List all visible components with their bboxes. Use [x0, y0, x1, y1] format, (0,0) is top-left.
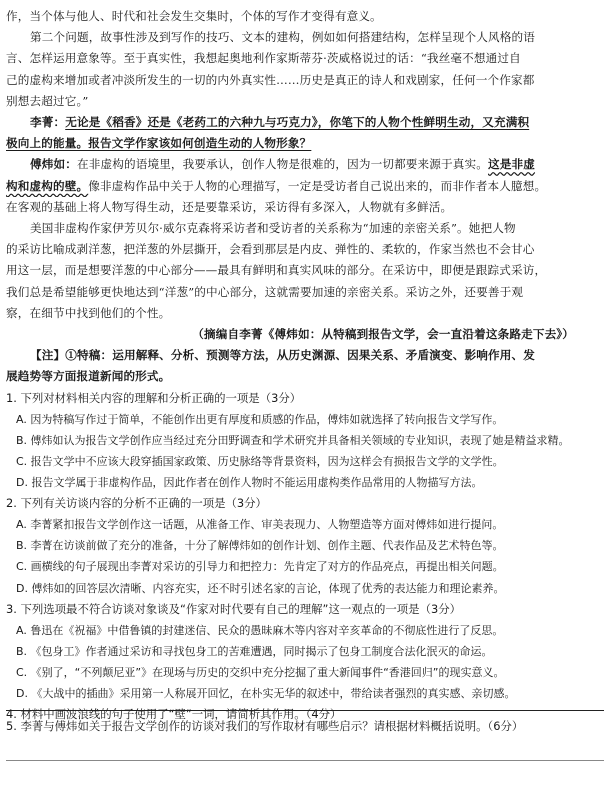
option-a: A. 鲁迅在《祝福》中借鲁镇的封建迷信、民众的愚昧麻木等内容对辛亥革命的不彻底性进行了反思。: [16, 623, 504, 637]
answer-line: [6, 176, 604, 197]
question-stem: 3. 下列选项最不符合访谈对象谈及“作家对时代要有自己的理解”这一观点的一项是（3分）: [6, 601, 461, 616]
option-b: B. 李菁在访谈前做了充分的准备，十分了解傅炜如的创作计划、创作主题、代表作品及艺术特色等。: [16, 539, 504, 553]
option-c: C. 画横线的句子展现出李菁对采访的引导力和把控力：先肯定了对方的作品亮点，再提出相关问题。: [16, 560, 504, 574]
question-5: [6, 716, 604, 737]
source-citation: （摘编自李菁《傅炜如：从特稿到报告文学，会一直沿着这条路走下去》）: [192, 327, 574, 342]
interviewer-question: [6, 112, 604, 133]
option-a: A. 李菁紧扣报告文学创作这一话题，从准备工作、审美表现力、人物塑造等方面对傅炜如进行提问。: [16, 518, 504, 532]
passage-line: 第二个问题，故事性涉及到写作的技巧、文本的建构，例如如何搭建结构，怎样呈现个人风格的语: [30, 30, 535, 45]
answer-line: [6, 154, 604, 175]
option-a: A. 因为特稿写作过于简单，不能创作出更有厚度和质感的作品，傅炜如就选择了转向报告文学写作。: [16, 412, 504, 426]
answer-line: 美国非虚构作家伊芳贝尔·威尔克森将采访者和受访者的关系称为“加速的亲密关系”。她把人物: [30, 221, 516, 236]
option-b: B. 傅炜如认为报告文学创作应当经过充分田野调查和学术研究并具备相关领域的专业知识，表现了她是精益求精。: [16, 433, 570, 447]
option-b: B. 《包身工》作者通过采访和寻找包身工的苦难遭遇，同时揭示了包身工制度合法化泯灭的命运。: [16, 644, 493, 658]
interviewer-question-cont: [6, 133, 604, 154]
option-c: C. 报告文学中不应该大段穿插国家政策、历史脉络等背景资料，因为这样会有损报告文学的文学性。: [16, 454, 504, 468]
question-1: [6, 388, 604, 493]
underlined-question: 无论是《稻香》还是《老药工的六种九与巧克力》，你笔下的人物个性鲜明生动，又充满积: [65, 115, 530, 130]
answer-line: 的采访比喻成剥洋葱，把洋葱的外层撕开，会看到那层是内皮、弹性的、柔软的，作家当然也不会甘心: [6, 242, 535, 257]
question-2: [6, 493, 604, 598]
question-stem: 1. 下列对材料相关内容的理解和分析正确的一项是（3分）: [6, 390, 302, 405]
wavy-underlined-text: 构和虚构的壁。: [6, 178, 89, 193]
option-d: D. 报告文学属于非虚构作品，因此作者在创作人物时不能运用虚构类作品常用的人物描写方法。: [16, 476, 483, 490]
footnote: 展趋势等方面报道新闻的形式。: [6, 369, 171, 384]
passage-line: 己的虚构来增加或者冲淡所发生的一切的内外真实性……历史是真正的诗人和戏剧家，任何一个作家都: [6, 72, 535, 87]
section-divider: [6, 710, 604, 711]
answer-line: 在客观的基础上将人物写得生动，还是要靠采访，采访得有多深入，人物就有多鲜活。: [6, 199, 453, 214]
passage-line: 作，当个体与他人、时代和社会发生交集时，个体的写作才变得有意义。: [6, 9, 382, 23]
option-d: D. 傅炜如的回答层次清晰、内容充实，还不时引述名家的言论，体现了优秀的表达能力和理论素养。: [16, 581, 505, 595]
option-c: C. 《别了，“不列颠尼亚”》在现场与历史的交织中充分挖掘了重大新闻事件“香港回归”的现实意义。: [16, 665, 505, 679]
wavy-underlined-text: 这是非虚: [488, 157, 536, 172]
question-3: [6, 599, 604, 704]
interviewer-label: 李菁：: [30, 115, 66, 130]
underlined-question: 极向上的能量。报告文学作家该如何创造生动的人物形象？: [6, 136, 312, 151]
answer-space-line: [6, 760, 604, 761]
passage-line: 别想去超过它。”: [6, 93, 89, 108]
footnote: 【注】①特稿：运用解释、分析、预测等方法，从历史渊源、因果关系、矛盾演变、影响作用、发: [30, 348, 535, 363]
question-stem: 5. 李菁与傅炜如关于报告文学创作的访谈对我们的写作取材有哪些启示？请根据材料概括说明。（6分）: [6, 719, 524, 733]
exam-page: [6, 6, 604, 725]
answer-text: 像非虚构作品中关于人物的心理描写，一定是受访者自己说出来的，而非作者本人臆想。: [88, 178, 547, 193]
question-stem: 4. 材料中画波浪线的句子使用了“壁”一词，请简析其作用。（4分）: [6, 707, 342, 722]
passage-line: 言、怎样运用意象等。至于真实性，我想起奥地利作家斯蒂芬·茨威格说过的话：“我丝毫不想通过自: [6, 51, 521, 66]
question-stem: 2. 下列有关访谈内容的分析不正确的一项是（3分）: [6, 496, 267, 511]
answer-text: 在非虚构的语境里，我要承认，创作人物是很难的，因为一切都要来源于真实。: [76, 157, 489, 172]
interviewee-label: 傅炜如：: [30, 157, 77, 172]
option-d: D. 《大战中的插曲》采用第一人称展开回忆，在朴实无华的叙述中，带给读者强烈的真实感、亲切感。: [16, 686, 516, 700]
answer-line: 察，在细节中找到他们的个性。: [6, 305, 171, 320]
answer-line: 我们总是希望能够更快地达到“洋葱”的中心部分，这就需要加速的亲密关系。采访之外，还要善于观: [6, 284, 524, 299]
answer-line: 用这一层，而是想要洋葱的中心部分——最具有鲜明和真实风味的部分。在采访中，即便是跟踪式采访，: [6, 263, 547, 278]
